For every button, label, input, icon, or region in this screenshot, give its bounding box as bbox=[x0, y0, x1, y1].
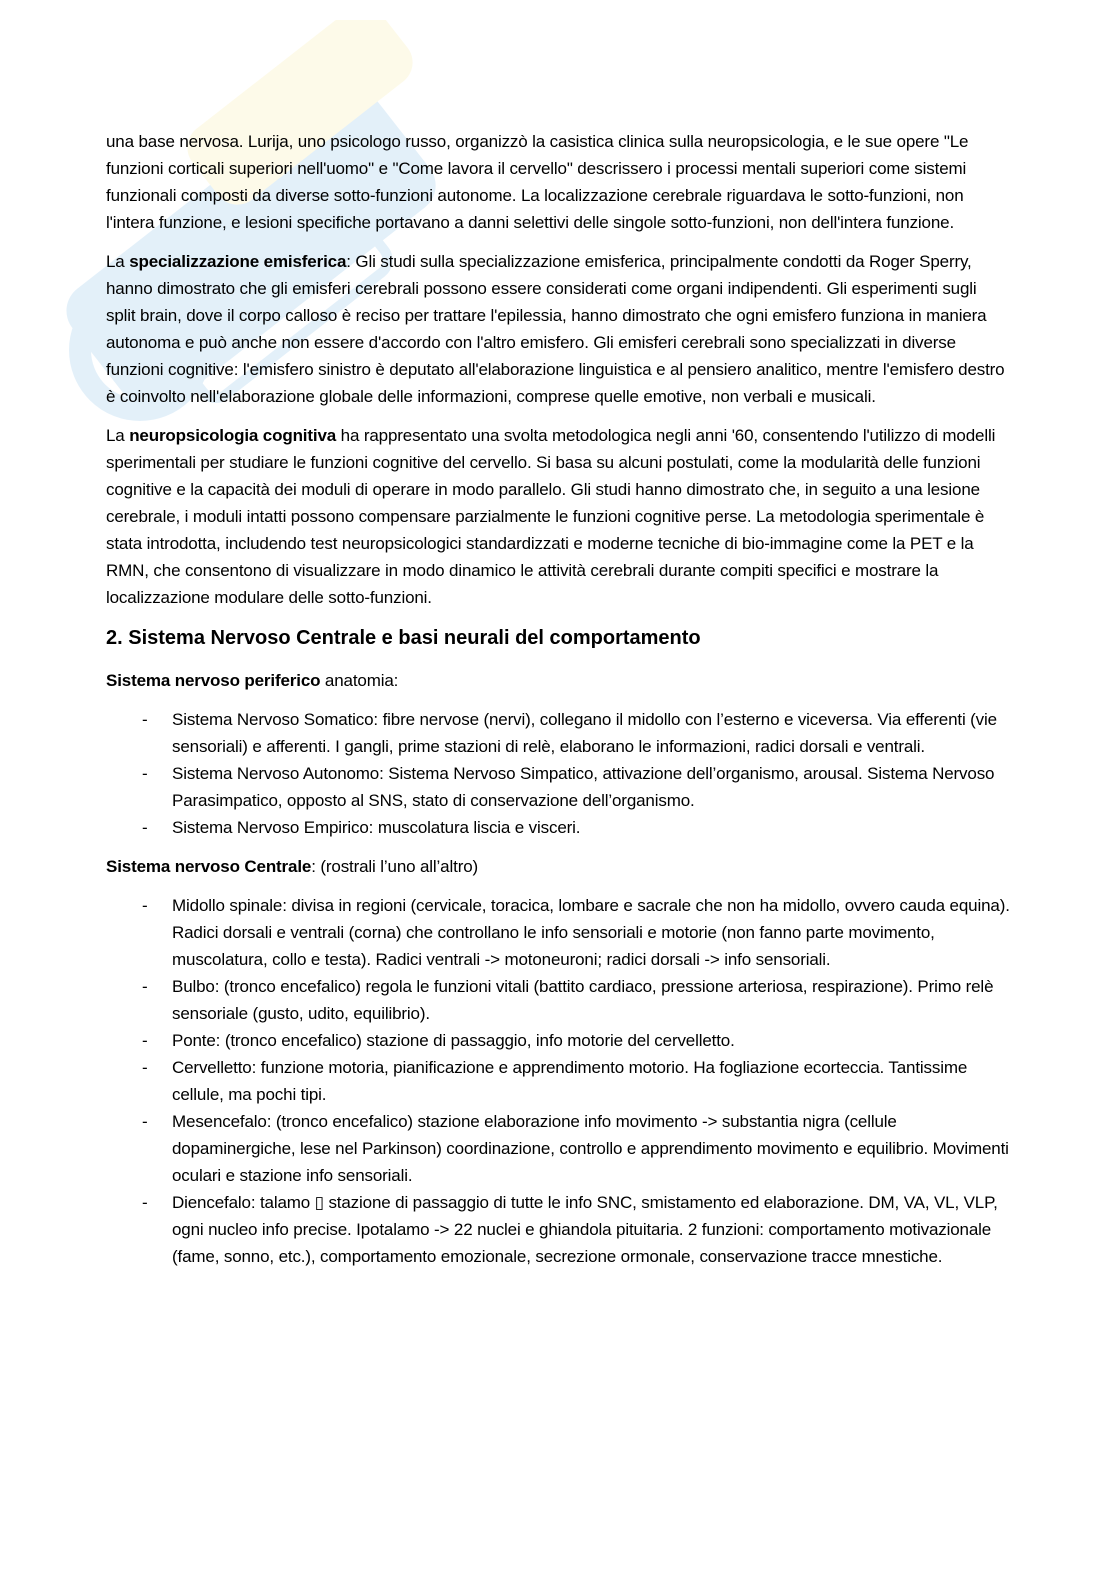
paragraph-lead: La bbox=[106, 252, 130, 271]
list-item-text: Cervelletto: funzione motoria, pianificazione e apprendimento motorio. Ha fogliazione ecorteccia. Tantissime cellule, ma pochi tipi. bbox=[172, 1058, 968, 1104]
paragraph-lead: La bbox=[106, 426, 130, 445]
paragraph-lurija: una base nervosa. Lurija, uno psicologo russo, organizzò la casistica clinica sulla neuropsicologia, e le sue opere "Le funzioni corticali superiori nell'uomo" e "Come lavora il cervello" descrissero i processi mentali superiori come sistemi funzionali composti da diverse sotto-funzioni autonome. La localizzazione cerebrale riguardava le sotto-funzioni, non l'intera funzione, e lesioni specifiche portavano a danni selettivi delle singole sotto-funzioni, non dell'intera funzione. bbox=[106, 132, 969, 232]
peripheral-label bbox=[106, 667, 1010, 694]
dash-marker: - bbox=[142, 1058, 148, 1077]
list-item-text: Midollo spinale: divisa in regioni (cervicale, toracica, lombare e sacrale che non ha midollo, ovvero cauda equina). Radici dorsali e ventrali (corna) che controllano le info sensoriali e motorie (non fanno parte movimento, muscolatura, collo e testa). Radici ventrali -> motoneuroni; radici dorsali -> info sensoriali. bbox=[172, 896, 1010, 969]
peripheral-list bbox=[106, 706, 1010, 841]
dash-marker: - bbox=[142, 1031, 148, 1050]
list-item bbox=[142, 1108, 1010, 1189]
dash-marker: - bbox=[142, 1112, 148, 1131]
paragraph-specializzazione-emisferica bbox=[106, 248, 1010, 410]
list-item bbox=[142, 973, 1010, 1027]
central-label-rest: : (rostrali l’uno all’altro) bbox=[311, 857, 479, 876]
paragraph-neuropsicologia-cognitiva bbox=[106, 422, 1010, 611]
list-item bbox=[142, 892, 1010, 973]
term-sistema-nervoso-centrale: Sistema nervoso Centrale bbox=[106, 857, 312, 876]
dash-marker: - bbox=[142, 977, 148, 996]
dash-marker: - bbox=[142, 896, 148, 915]
dash-marker: - bbox=[142, 764, 148, 783]
list-item bbox=[142, 760, 1010, 814]
paragraph-body: : Gli studi sulla specializzazione emisferica, principalmente condotti da Roger Sperry, hanno dimostrato che gli emisferi cerebrali possono essere considerati come organi indipendenti. Gli esperimenti sugli split brain, dove il corpo calloso è reciso per trattare l'epilessia, hanno dimostrato che ogni emisfero funziona in maniera autonoma e può anche non essere d'accordo con l'altro emisfero. Gli emisferi cerebrali sono specializzati in diverse funzioni cognitive: l'emisfero sinistro è deputato all'elaborazione linguistica e al pensiero analitico, mentre l'emisfero destro è coinvolto nell'elaborazione globale delle informazioni, comprese quelle emotive, non verbali e musicali. bbox=[106, 252, 1005, 406]
list-item-text: Mesencefalo: (tronco encefalico) stazione elaborazione info movimento -> substantia nigra (cellule dopaminergiche, lese nel Parkinson) coordinazione, controllo e apprendimento movimento e equilibrio. Movimenti oculari e stazione info sensoriali. bbox=[172, 1112, 1009, 1185]
list-item-text: Diencefalo: talamo ▯ stazione di passaggio di tutte le info SNC, smistamento ed elaborazione. DM, VA, VL, VLP, ogni nucleo info precise. Ipotalamo -> 22 nuclei e ghiandola pituitaria. 2 funzioni: comportamento motivazionale (fame, sonno, etc.), comportamento emozionale, secrezione ormonale, conservazione tracce mnestiche. bbox=[172, 1193, 998, 1266]
list-item bbox=[142, 1027, 1010, 1054]
list-item-text: Sistema Nervoso Somatico: fibre nervose (nervi), collegano il midollo con l’esterno e viceversa. Via efferenti (vie sensoriali) e afferenti. I gangli, prime stazioni di relè, elaborano le informazioni, radici dorsali e ventrali. bbox=[172, 710, 997, 756]
paragraph-body: ha rappresentato una svolta metodologica negli anni '60, consentendo l'utilizzo di modelli sperimentali per studiare le funzioni cognitive del cervello. Si basa su alcuni postulati, come la modularità delle funzioni cognitive e la capacità dei moduli di operare in modo parallelo. Gli studi hanno dimostrato che, in seguito a una lesione cerebrale, i moduli intatti possono compensare parzialmente le funzioni cognitive perse. La metodologia sperimentale è stata introdotta, includendo test neuropsicologici standardizzati e moderne tecniche di bio-immagine come la PET e la RMN, che consentono di visualizzare in modo dinamico le attività cerebrali durante compiti specifici e mostrare la localizzazione modulare delle sotto-funzioni. bbox=[106, 426, 996, 607]
document-page bbox=[106, 128, 1010, 1282]
list-item bbox=[142, 1054, 1010, 1108]
list-item-text: Sistema Nervoso Empirico: muscolatura liscia e visceri. bbox=[172, 818, 581, 837]
term-sistema-nervoso-periferico: Sistema nervoso periferico bbox=[106, 671, 321, 690]
dash-marker: - bbox=[142, 1193, 148, 1212]
list-item bbox=[142, 1189, 1010, 1270]
peripheral-label-rest: anatomia: bbox=[320, 671, 399, 690]
dash-marker: - bbox=[142, 710, 148, 729]
central-list bbox=[106, 892, 1010, 1270]
section-heading: 2. Sistema Nervoso Centrale e basi neurali del comportamento bbox=[106, 627, 701, 649]
list-item-text: Sistema Nervoso Autonomo: Sistema Nervoso Simpatico, attivazione dell’organismo, arousal. Sistema Nervoso Parasimpatico, opposto al SNS, stato di conservazione dell’organismo. bbox=[172, 764, 995, 810]
central-label bbox=[106, 853, 1010, 880]
list-item-text: Ponte: (tronco encefalico) stazione di passaggio, info motorie del cervelletto. bbox=[172, 1031, 735, 1050]
term-specializzazione-emisferica: specializzazione emisferica bbox=[129, 252, 347, 271]
list-item bbox=[142, 814, 1010, 841]
list-item-text: Bulbo: (tronco encefalico) regola le funzioni vitali (battito cardiaco, pressione arteriosa, respirazione). Primo relè sensoriale (gusto, udito, equilibrio). bbox=[172, 977, 994, 1023]
dash-marker: - bbox=[142, 818, 148, 837]
list-item bbox=[142, 706, 1010, 760]
term-neuropsicologia-cognitiva: neuropsicologia cognitiva bbox=[129, 426, 337, 445]
